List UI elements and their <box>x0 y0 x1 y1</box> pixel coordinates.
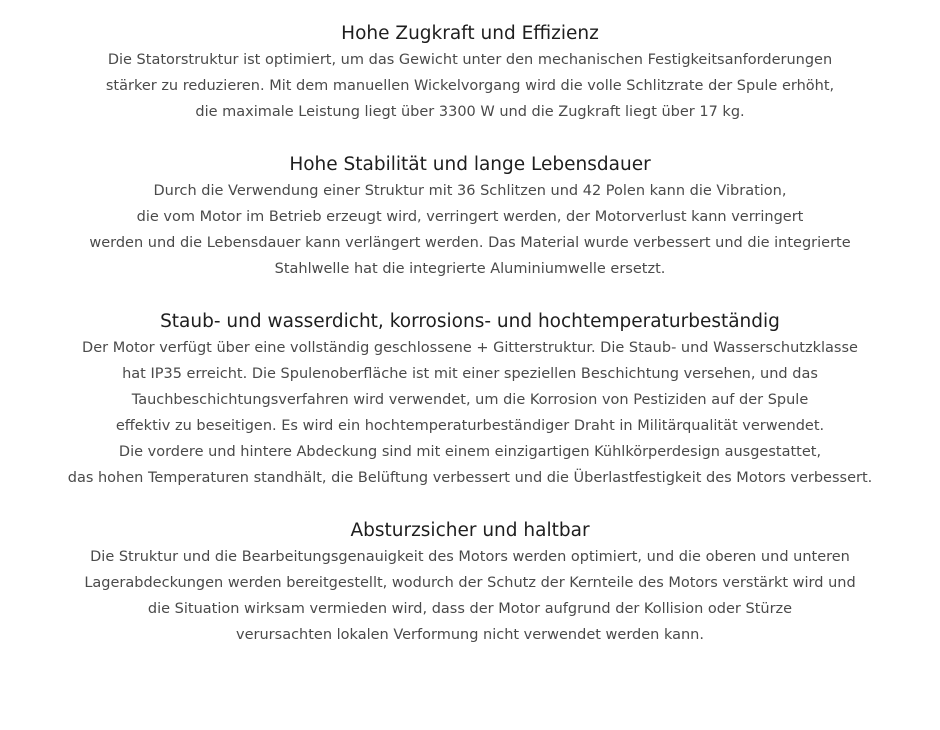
section-stability-lifetime <box>0 152 940 282</box>
text-line: Durch die Verwendung einer Struktur mit 36 Schlitzen und 42 Polen kann die Vibration, <box>153 183 787 199</box>
text-line: Stahlwelle hat die integrierte Aluminiumwelle ersetzt. <box>274 261 666 277</box>
section-title: Hohe Stabilität und lange Lebensdauer <box>289 154 651 175</box>
text-line: die vom Motor im Betrieb erzeugt wird, verringert werden, der Motorverlust kann verringert <box>136 209 804 225</box>
text-line: Die Statorstruktur ist optimiert, um das Gewicht unter den mechanischen Festigkeitsanforderungen <box>107 52 833 68</box>
section-crashproof-durable <box>0 518 940 648</box>
text-line: die maximale Leistung liegt über 3300 W und die Zugkraft liegt über 17 kg. <box>195 104 745 120</box>
text-line: hat IP35 erreicht. Die Spulenoberfläche ist mit einer speziellen Beschichtung versehen, und das <box>122 366 818 382</box>
text-line: Der Motor verfügt über eine vollständig geschlossene + Gitterstruktur. Die Staub- und Wasserschutzklasse <box>82 340 858 356</box>
text-line: Die Struktur und die Bearbeitungsgenauigkeit des Motors werden optimiert, und die oberen und unteren <box>90 549 850 565</box>
section-title: Hohe Zugkraft und Effizienz <box>341 23 599 44</box>
text-line: verursachten lokalen Verformung nicht verwendet werden kann. <box>236 627 704 643</box>
text-line: werden und die Lebensdauer kann verlängert werden. Das Material wurde verbessert und die integrierte <box>89 235 851 251</box>
text-line: Tauchbeschichtungsverfahren wird verwendet, um die Korrosion von Pestiziden auf der Spule <box>131 392 809 408</box>
section-traction-efficiency <box>0 21 940 125</box>
text-line: Lagerabdeckungen werden bereitgestellt, wodurch der Schutz der Kernteile des Motors verstärkt wird und <box>84 575 856 591</box>
section-dust-water-corrosion <box>0 309 940 491</box>
text-line: effektiv zu beseitigen. Es wird ein hochtemperaturbeständiger Draht in Militärqualität verwendet. <box>115 418 825 434</box>
text-line: das hohen Temperaturen standhält, die Belüftung verbessert und die Überlastfestigkeit des Motors verbessert. <box>67 470 873 486</box>
section-title: Absturzsicher und haltbar <box>350 520 590 541</box>
text-line: die Situation wirksam vermieden wird, dass der Motor aufgrund der Kollision oder Stürze <box>147 601 793 617</box>
section-title: Staub- und wasserdicht, korrosions- und hochtemperaturbeständig <box>160 311 780 332</box>
text-line: stärker zu reduzieren. Mit dem manuellen Wickelvorgang wird die volle Schlitzrate der Spule erhöht, <box>105 78 835 94</box>
text-line: Die vordere und hintere Abdeckung sind mit einem einzigartigen Kühlkörperdesign ausgestattet, <box>118 444 822 460</box>
